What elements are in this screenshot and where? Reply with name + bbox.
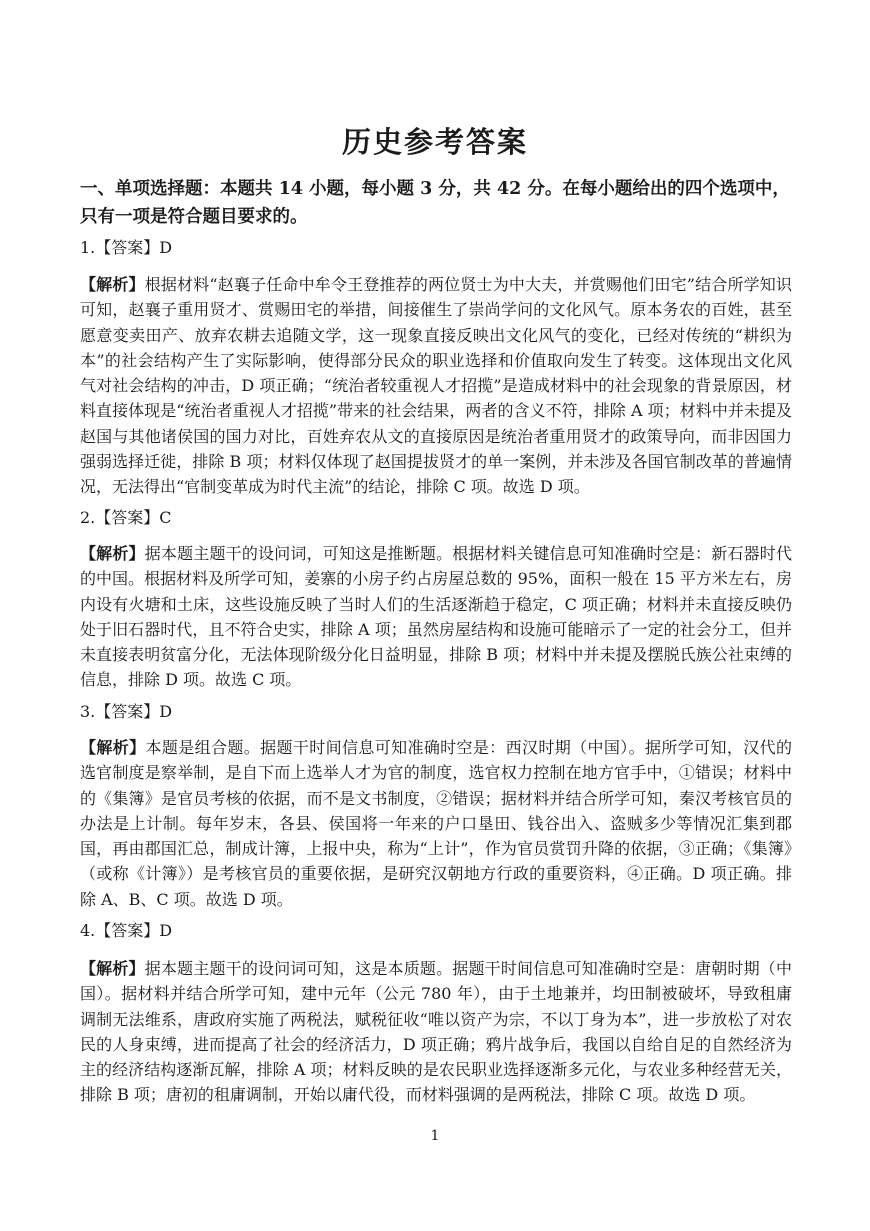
- analysis-paragraph-3: [80, 735, 792, 912]
- answer-line-3: 3.【答案】D: [80, 702, 173, 721]
- analysis-label: 【解析】: [80, 275, 145, 294]
- analysis-paragraph-2: [80, 541, 792, 693]
- answer-line-4: 4.【答案】D: [80, 921, 173, 940]
- analysis-paragraph-1: [80, 272, 792, 500]
- page-number: 1: [430, 1128, 440, 1144]
- answer-line-2: 2.【答案】C: [80, 508, 172, 527]
- section-heading: 一、单项选择题：本题共 14 小题，每小题 3 分，共 42 分。在每小题给出的四个选项中，只有一项是符合题目要求的。: [80, 179, 790, 227]
- analysis-text: 根据材料“赵襄子任命中牟令王登推荐的两位贤士为中大夫，并赏赐他们田宅”结合所学知识可知，赵襄子重用贤才、赏赐田宅的举措，间接催生了崇尚学问的文化风气。原本务农的百姓，甚至愿意变卖田产、放弃农耕去追随文学，这一现象直接反映出文化风气的变化，已经对传统的“耕织为本”的社会结构产生了实际影响，使得部分民众的职业选择和价值取向发生了转变。这体现出文化风气对社会结构的冲击，D 项正确；“统治者较重视人才招揽”是造成材料中的社会现象的背景原因，材料直接体现是“统治者重视人才招揽”带来的社会结果，两者的含义不符，排除 A 项；材料中并未提及赵国与其他诸侯国的国力对比，百姓弃农从文的直接原因是统治者重用贤才的政策导向，而非因国力强弱选择迁徙，排除 B 项；材料仅体现了赵国提拔贤才的单一案例，并未涉及各国官制改革的普遍情况，无法得出“官制变革成为时代主流”的结论，排除 C 项。故选 D 项。: [80, 275, 792, 497]
- analysis-label: 【解析】: [80, 544, 145, 563]
- answer-line-1: 1.【答案】D: [80, 238, 173, 257]
- analysis-text: 本题是组合题。据题干时间信息可知准确时空是：西汉时期（中国）。据所学可知，汉代的选官制度是察举制，是自下而上选举人才为官的制度，选官权力控制在地方官手中，①错误；材料中的《集簿》是官员考核的依据，而不是文书制度，②错误；据材料并结合所学可知，秦汉考核官员的办法是上计制。每年岁末，各县、侯国将一年来的户口垦田、钱谷出入、盗贼多少等情况汇集到郡国，再由郡国汇总，制成计簿，上报中央，称为“上计”，作为官员赏罚升降的依据，③正确；《集簿》（或称《计簿》）是考核官员的重要依据，是研究汉朝地方行政的重要资料，④正确。D 项正确。排除 A、B、C 项。故选 D 项。: [80, 738, 792, 909]
- analysis-text: 据本题主题干的设问词可知，这是本质题。据题干时间信息可知准确时空是：唐朝时期（中国）。据材料并结合所学可知，建中元年（公元 780 年），由于土地兼并，均田制被破坏，导致租庸调制无法维系，唐政府实施了两税法，赋税征收“唯以资产为宗，不以丁身为本”，进一步放松了对农民的人身束缚，进而提高了社会的经济活力，D 项正确；鸦片战争后，我国以自给自足的自然经济为主的经济结构逐渐瓦解，排除 A 项；材料反映的是农民职业选择逐渐多元化，与农业多种经营无关，排除 B 项；唐初的租庸调制，开始以庸代役，而材料强调的是两税法，排除 C 项。故选 D 项。: [80, 959, 792, 1105]
- analysis-text: 据本题主题干的设问词，可知这是推断题。根据材料关键信息可知准确时空是：新石器时代的中国。根据材料及所学可知，姜寨的小房子约占房屋总数的 95%，面积一般在 15 平方米左右，房内设有火塘和土床，这些设施反映了当时人们的生活逐渐趋于稳定，C 项正确；材料并未直接反映仍处于旧石器时代，且不符合史实，排除 A 项；虽然房屋结构和设施可能暗示了一定的社会分工，但并未直接表明贫富分化，无法体现阶级分化日益明显，排除 B 项；材料中并未提及摆脱氏族公社束缚的信息，排除 D 项。故选 C 项。: [80, 544, 792, 690]
- analysis-paragraph-4: [80, 956, 792, 1108]
- page-title: 历史参考答案: [341, 125, 528, 159]
- analysis-label: 【解析】: [80, 959, 145, 978]
- analysis-label: 【解析】: [80, 738, 146, 757]
